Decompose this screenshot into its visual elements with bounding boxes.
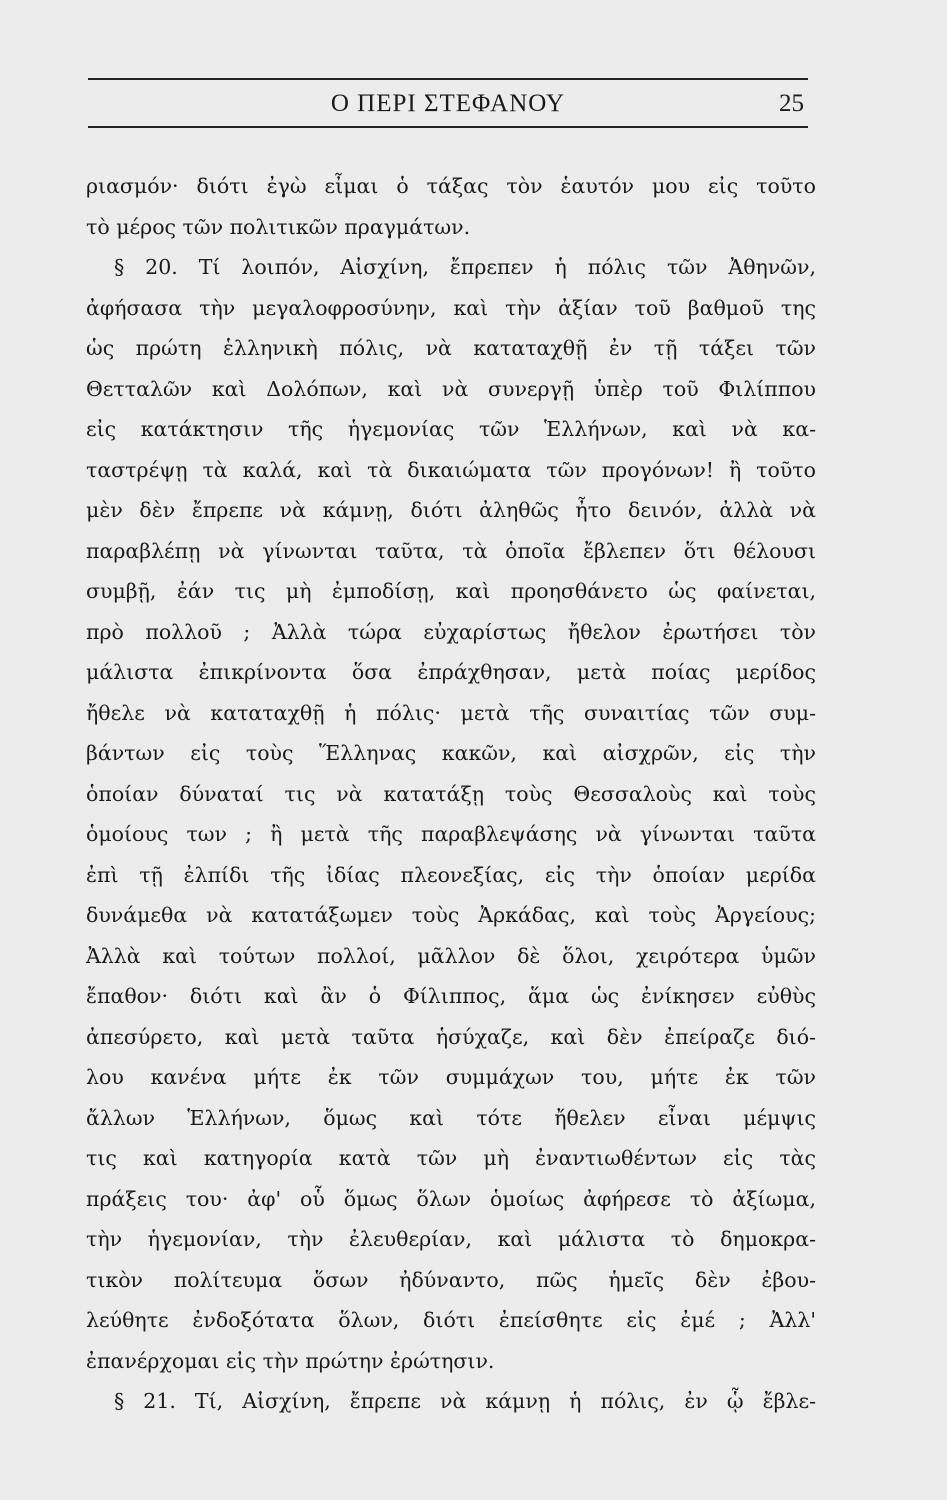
- text-line: πρὸ πολλοῦ ; Ἀλλὰ τώρα εὐχαρίστως ἤθελον ἐρωτήσει τὸν: [86, 619, 816, 644]
- text-line: τὴν ἡγεμονίαν, τὴν ἐλευθερίαν, καὶ μάλιστα τὸ δημοκρα-: [86, 1227, 816, 1251]
- text-line: ἀπεσύρετο, καὶ μετὰ ταῦτα ἡσύχαζε, καὶ δὲν ἐπείραζε διό-: [86, 1024, 816, 1049]
- text-line: παραβλέπῃ νὰ γίνωνται ταῦτα, τὰ ὁποῖα ἔβλεπεν ὅτι θέλουσι: [86, 538, 816, 563]
- text-line: ἔπαθον· διότι καὶ ἂν ὁ Φίλιππος, ἅμα ὡς ἐνίκησεν εὐθὺς: [86, 984, 816, 1008]
- text-line: ἐπανέρχομαι εἰς τὴν πρώτην ἐρώτησιν.: [86, 1348, 495, 1373]
- text-line: μὲν δὲν ἔπρεπε νὰ κάμνῃ, διότι ἀληθῶς ἦτο δεινόν, ἀλλὰ νὰ: [86, 498, 816, 522]
- text-line: ριασμόν· διότι ἐγὼ εἶμαι ὁ τάξας τὸν ἑαυτόν μου εἰς τοῦτο: [86, 174, 816, 198]
- text-line: ὡς πρώτη ἑλληνικὴ πόλις, νὰ καταταχθῇ ἐν τῇ τάξει τῶν: [86, 336, 816, 360]
- text-line: πράξεις του· ἀφ' οὗ ὅμως ὅλων ὁμοίως ἀφήρεσε τὸ ἀξίωμα,: [86, 1186, 816, 1211]
- text-line: ταστρέψῃ τὰ καλά, καὶ τὰ δικαιώματα τῶν προγόνων! ἢ τοῦτο: [86, 457, 816, 482]
- running-title: Ο ΠΕΡΙ ΣΤΕΦΑΝΟΥ: [330, 90, 566, 117]
- text-line: δυνάμεθα νὰ κατατάξωμεν τοὺς Ἀρκάδας, καὶ τοὺς Ἀργείους;: [86, 903, 816, 927]
- text-line: τικὸν πολίτευμα ὅσων ἠδύναντο, πῶς ἡμεῖς δὲν ἐβου-: [86, 1267, 816, 1292]
- text-line: ἀφήσασα τὴν μεγαλοφροσύνην, καὶ τὴν ἀξίαν τοῦ βαθμοῦ της: [86, 295, 816, 320]
- page-number: 25: [779, 90, 804, 117]
- text-line: λου κανένα μήτε ἐκ τῶν συμμάχων του, μήτε ἐκ τῶν: [86, 1065, 816, 1089]
- text-line: Θετταλῶν καὶ Δολόπων, καὶ νὰ συνεργῇ ὑπὲρ τοῦ Φιλίππου: [86, 376, 816, 401]
- text-line: ὁποίαν δύναταί τις νὰ κατατάξῃ τοὺς Θεσσαλοὺς καὶ τοὺς: [86, 781, 816, 806]
- text-line: μάλιστα ἐπικρίνοντα ὅσα ἐπράχθησαν, μετὰ ποίας μερίδος: [86, 660, 816, 684]
- page-header: [88, 78, 808, 130]
- text-line: Ἀλλὰ καὶ τούτων πολλοί, μᾶλλον δὲ ὅλοι, χειρότερα ὑμῶν: [86, 943, 816, 968]
- text-line: ἐπὶ τῇ ἐλπίδι τῆς ἰδίας πλεονεξίας, εἰς τὴν ὁποίαν μερίδα: [86, 862, 816, 887]
- text-line: βάντων εἰς τοὺς Ἕλληνας κακῶν, καὶ αἰσχρῶν, εἰς τὴν: [86, 741, 816, 765]
- header-rule-top: [88, 78, 808, 80]
- text-line: συμβῇ, ἐάν τις μὴ ἐμποδίσῃ, καὶ προησθάνετο ὡς φαίνεται,: [86, 579, 816, 603]
- section-21-start: § 21. Τί, Αἰσχίνη, ἔπρεπε νὰ κάμνῃ ἡ πόλις, ἐν ᾧ ἔβλε-: [114, 1389, 816, 1413]
- section-20-start: § 20. Τί λοιπόν, Αἰσχίνη, ἔπρεπεν ἡ πόλις τῶν Ἀθηνῶν,: [114, 255, 816, 279]
- text-line: τις καὶ κατηγορία κατὰ τῶν μὴ ἐναντιωθέντων εἰς τὰς: [86, 1146, 816, 1170]
- text-line: εἰς κατάκτησιν τῆς ἡγεμονίας τῶν Ἑλλήνων, καὶ νὰ κα-: [86, 417, 816, 441]
- text-line: ἤθελε νὰ καταταχθῇ ἡ πόλις· μετὰ τῆς συναιτίας τῶν συμ-: [86, 700, 816, 725]
- header-rule-bottom: [88, 126, 808, 128]
- text-line: λεύθητε ἐνδοξότατα ὅλων, διότι ἐπείσθητε εἰς ἐμέ ; Ἀλλ': [86, 1308, 816, 1332]
- text-line: τὸ μέρος τῶν πολιτικῶν πραγμάτων.: [86, 214, 471, 239]
- body-text: [86, 166, 816, 1422]
- text-line: ὁμοίους των ; ἢ μετὰ τῆς παραβλεψάσης νὰ γίνωνται ταῦτα: [86, 822, 816, 846]
- text-line: ἄλλων Ἑλλήνων, ὅμως καὶ τότε ἤθελεν εἶναι μέμψις: [86, 1105, 816, 1130]
